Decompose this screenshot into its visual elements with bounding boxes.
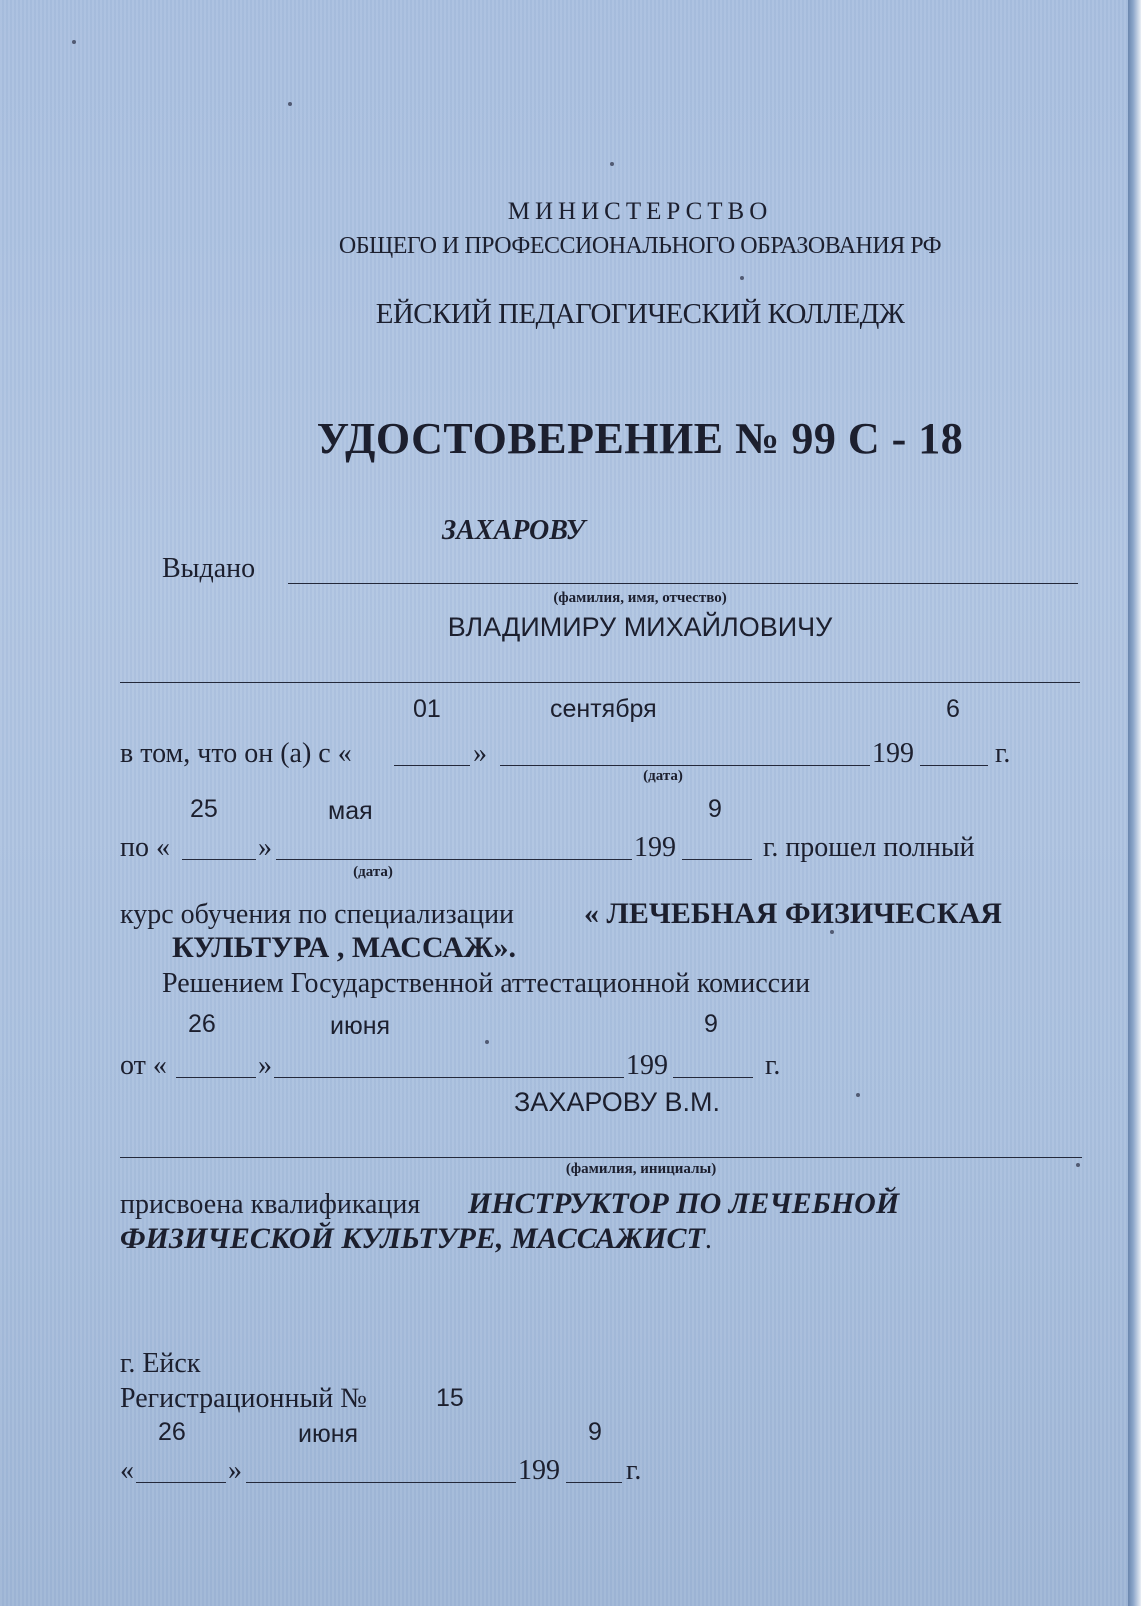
issued-label: Выдано — [162, 553, 256, 584]
ministry-subtitle: ОБЩЕГО И ПРОФЕССИОНАЛЬНОГО ОБРАЗОВАНИЯ РФ — [338, 233, 942, 259]
footer-close-quote: » — [228, 1455, 242, 1486]
paper-speck — [830, 930, 834, 934]
to-caption: (дата) — [353, 864, 393, 880]
registration-label: Регистрационный № — [120, 1383, 367, 1414]
ministry-title: МИНИСТЕРСТВО — [507, 198, 773, 225]
from-close-quote: » — [473, 738, 487, 769]
from-caption: (дата) — [643, 768, 683, 784]
qualification-label: присвоена квалификация — [120, 1189, 421, 1220]
to-year-underline — [682, 859, 752, 860]
from-day: 01 — [413, 695, 441, 723]
qualification-line2-row — [120, 1222, 712, 1256]
from-year-underline — [920, 765, 988, 766]
paper-speck — [72, 40, 76, 44]
issued-name-patronymic: ВЛАДИМИРУ МИХАЙЛОВИЧУ — [447, 612, 833, 642]
from-month-underline — [500, 765, 870, 766]
qualification-line1: ИНСТРУКТОР ПО ЛЕЧЕБНОЙ — [468, 1187, 900, 1220]
decision-month: июня — [330, 1012, 391, 1040]
to-month: мая — [328, 797, 373, 825]
decision-day-underline — [176, 1077, 256, 1078]
to-prefix: по « — [120, 832, 170, 863]
footer-year-suffix: г. — [626, 1455, 642, 1486]
page-edge — [1128, 0, 1141, 1606]
footer-year-underline — [566, 1482, 622, 1483]
footer-year-prefix: 199 — [518, 1455, 560, 1486]
recipient-underline — [120, 1157, 1082, 1158]
from-year-digit: 6 — [946, 695, 960, 723]
from-prefix: в том, что он (а) с « — [120, 738, 352, 769]
to-day-underline — [182, 859, 256, 860]
paper-speck — [740, 276, 744, 280]
certificate-title: УДОСТОВЕРЕНИЕ № 99 С - 18 — [316, 414, 964, 463]
to-year-prefix: 199 — [634, 832, 676, 863]
decision-year-prefix: 199 — [626, 1050, 668, 1081]
decision-text: Решением Государственной аттестационной комиссии — [162, 968, 811, 999]
qualification-line2: ФИЗИЧЕСКОЙ КУЛЬТУРЕ, МАССАЖИСТ — [120, 1222, 705, 1255]
paper-speck — [856, 1093, 860, 1097]
decision-year-suffix: г. — [765, 1050, 781, 1081]
registration-number: 15 — [436, 1384, 464, 1412]
footer-open-quote: « — [120, 1455, 134, 1486]
specialization-line2: КУЛЬТУРА , МАССАЖ». — [172, 931, 516, 964]
decision-month-underline — [274, 1077, 624, 1078]
decision-year-digit: 9 — [704, 1010, 718, 1038]
from-year-prefix: 199 — [872, 738, 914, 769]
issued-underline — [288, 583, 1078, 584]
footer-year-digit: 9 — [588, 1418, 602, 1446]
issued-caption: (фамилия, имя, отчество) — [553, 590, 727, 606]
paper-speck — [1076, 1163, 1080, 1167]
decision-close-quote: » — [258, 1050, 272, 1081]
footer-month: июня — [298, 1420, 359, 1448]
paper-speck — [610, 162, 614, 166]
from-month: сентября — [550, 695, 657, 723]
footer-day: 26 — [158, 1418, 186, 1446]
city: г. Ейск — [120, 1348, 201, 1379]
to-close-quote: » — [258, 832, 272, 863]
course-text: курс обучения по специализации — [120, 899, 515, 930]
qualification-period: . — [704, 1224, 712, 1255]
decision-year-underline — [673, 1077, 753, 1078]
specialization-line1: « ЛЕЧЕБНАЯ ФИЗИЧЕСКАЯ — [584, 897, 1002, 930]
paper-speck — [485, 1040, 489, 1044]
decision-day: 26 — [188, 1010, 216, 1038]
footer-day-underline — [136, 1482, 226, 1483]
from-year-suffix: г. — [995, 738, 1011, 769]
decision-recipient: ЗАХАРОВУ В.М. — [514, 1087, 721, 1117]
college-name: ЕЙСКИЙ ПЕДАГОГИЧЕСКИЙ КОЛЛЕДЖ — [375, 298, 905, 330]
to-year-digit: 9 — [708, 795, 722, 823]
recipient-caption: (фамилия, инициалы) — [565, 1161, 717, 1177]
to-day: 25 — [190, 795, 218, 823]
issued-surname: ЗАХАРОВУ — [442, 515, 586, 546]
paper-speck — [288, 102, 292, 106]
footer-month-underline — [246, 1482, 516, 1483]
name-underline — [120, 682, 1080, 683]
decision-prefix: от « — [120, 1050, 167, 1081]
from-day-underline — [394, 765, 470, 766]
to-year-suffix: г. прошел полный — [763, 832, 975, 863]
to-month-underline — [276, 859, 632, 860]
